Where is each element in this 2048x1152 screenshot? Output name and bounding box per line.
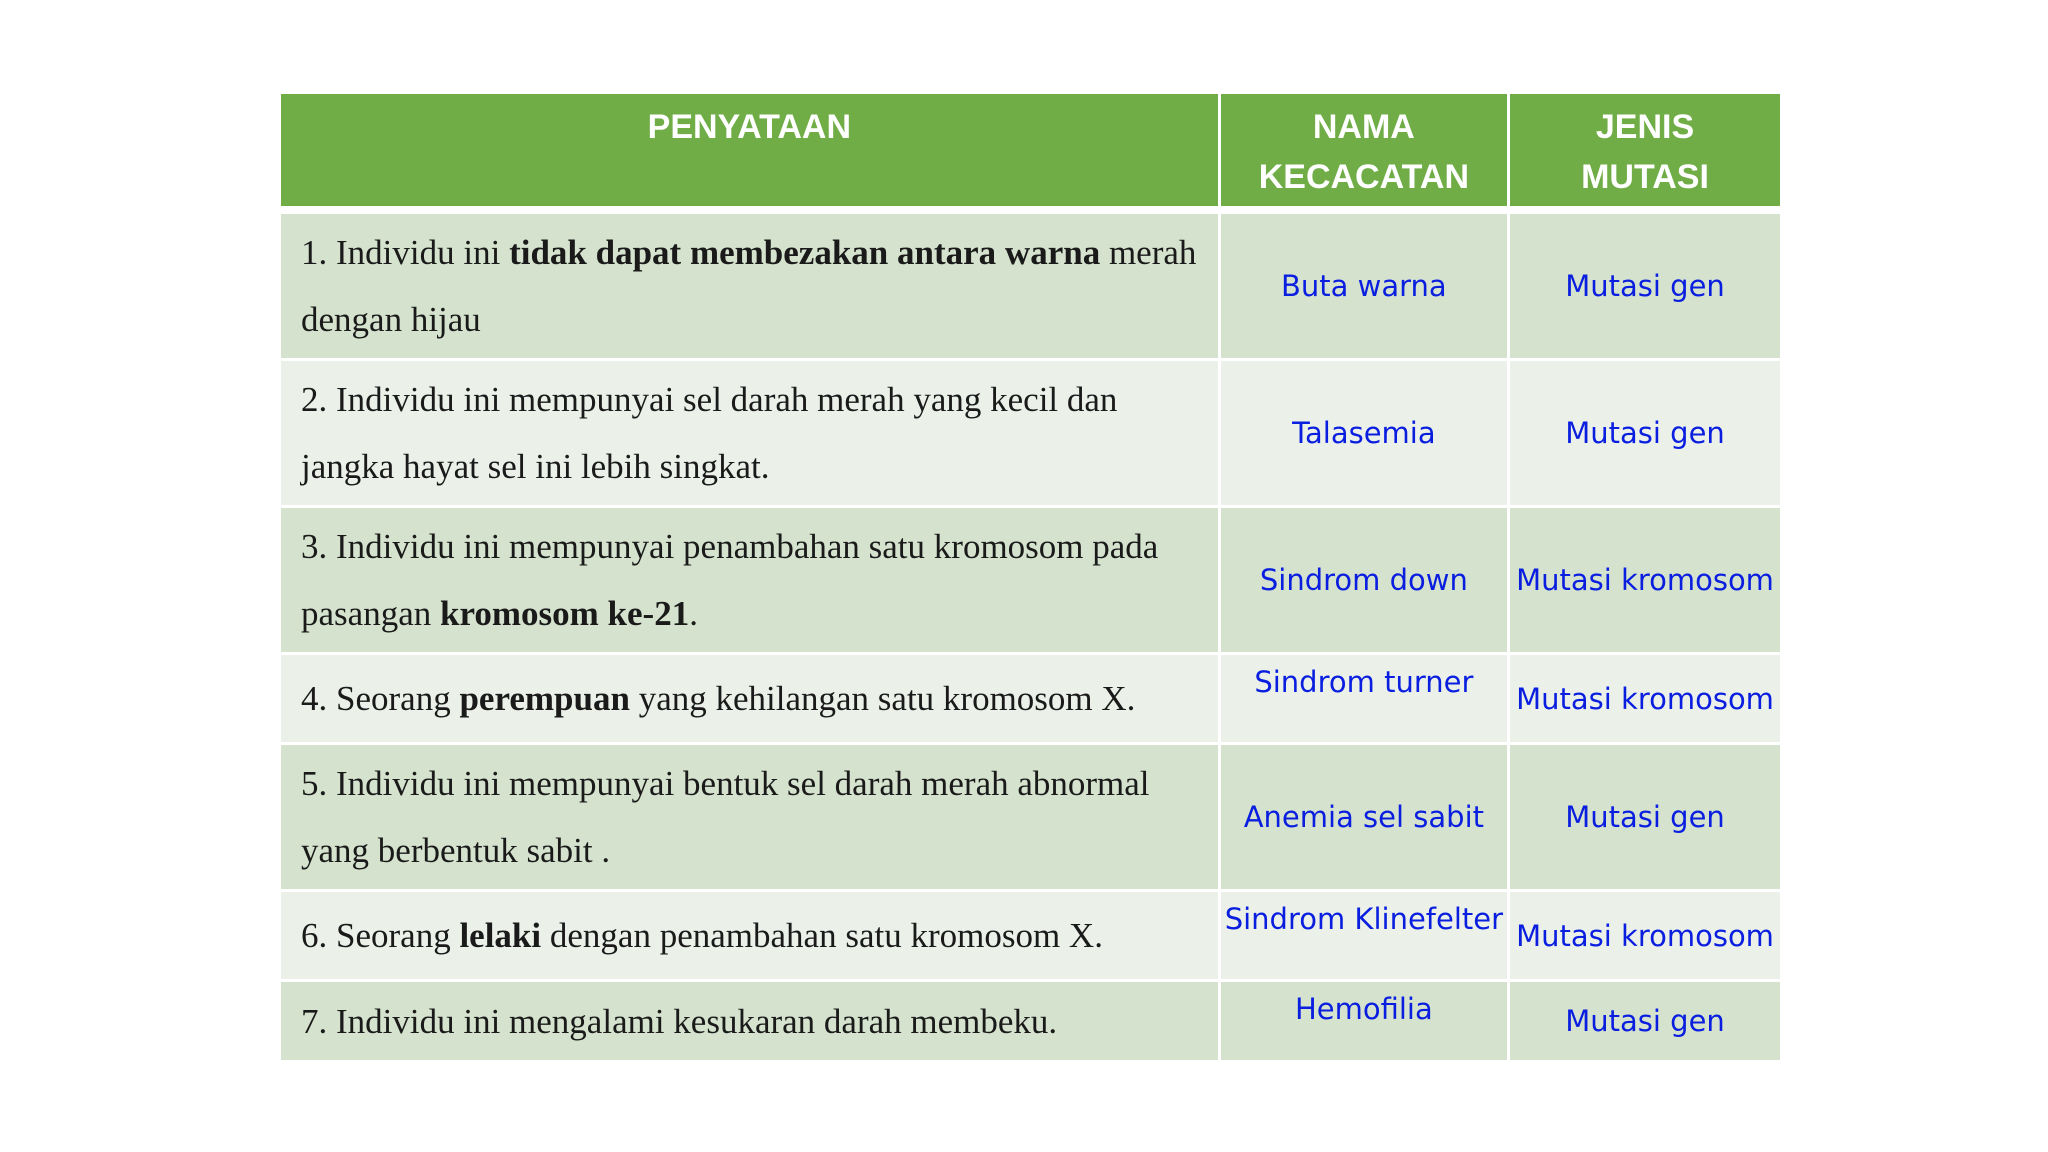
statement-text xyxy=(301,679,1135,718)
disorder-name-cell xyxy=(1221,892,1510,982)
header-jenis-mutasi xyxy=(1510,94,1780,214)
mutation-type-cell xyxy=(1510,214,1780,361)
mutation-type: Mutasi gen xyxy=(1565,269,1725,303)
statement-text xyxy=(301,916,1103,955)
table-row xyxy=(281,361,1780,508)
table-row xyxy=(281,745,1780,892)
statement-text xyxy=(301,764,1150,870)
disorder-name: Buta warna xyxy=(1281,269,1447,303)
header-penyataan xyxy=(281,94,1221,214)
statement-cell xyxy=(281,892,1221,982)
statement-part: 4. Seorang xyxy=(301,679,460,718)
statement-cell xyxy=(281,508,1221,655)
disorder-name: Anemia sel sabit xyxy=(1243,800,1485,834)
statement-text xyxy=(301,527,1158,633)
disorder-name: Sindrom down xyxy=(1259,563,1468,597)
disorder-name-cell xyxy=(1221,982,1510,1063)
mutation-type: Mutasi gen xyxy=(1565,1004,1725,1038)
statement-part: merah dengan hijau xyxy=(301,233,1197,339)
disorder-name: Hemofilia xyxy=(1294,992,1433,1026)
disorder-name-cell xyxy=(1221,655,1510,745)
table-row xyxy=(281,892,1780,982)
mutation-type: Mutasi gen xyxy=(1565,416,1725,450)
mutation-type-cell xyxy=(1510,361,1780,508)
statement-text xyxy=(301,233,1196,339)
table-row xyxy=(281,655,1780,745)
mutation-type-cell xyxy=(1510,508,1780,655)
mutation-type-cell xyxy=(1510,982,1780,1063)
disorder-name-cell xyxy=(1221,745,1510,892)
statement-part: dengan penambahan satu kromosom X. xyxy=(541,916,1103,955)
statement-text xyxy=(301,380,1117,486)
statement-part: 2. Individu ini mempunyai sel darah merah yang kecil dan jangka hayat sel ini lebih singkat. xyxy=(301,380,1118,486)
mutation-type-cell xyxy=(1510,655,1780,745)
statement-part: 5. Individu ini mempunyai bentuk sel darah merah abnormal yang berbentuk sabit . xyxy=(301,764,1150,870)
statement-part: 3. Individu ini mempunyai penambahan satu kromosom pada pasangan xyxy=(301,527,1159,633)
table-row xyxy=(281,214,1780,361)
disorder-name: Talasemia xyxy=(1292,416,1436,450)
disorder-name: Sindrom turner xyxy=(1254,665,1474,699)
disorder-name-cell xyxy=(1221,508,1510,655)
statement-text xyxy=(301,1002,1057,1041)
statement-cell xyxy=(281,655,1221,745)
header-nama-kecacatan xyxy=(1221,94,1510,214)
header-jenis-line1: JENIS xyxy=(1595,108,1695,146)
statement-bold-part: perempuan xyxy=(459,679,630,718)
table-body xyxy=(281,214,1780,1063)
statement-cell xyxy=(281,214,1221,361)
statement-bold-part: lelaki xyxy=(459,916,542,955)
statement-cell xyxy=(281,745,1221,892)
table-row xyxy=(281,982,1780,1063)
header-jenis-line2: MUTASI xyxy=(1581,158,1709,196)
mutation-type-cell xyxy=(1510,892,1780,982)
statement-part: 6. Seorang xyxy=(301,916,460,955)
statement-cell xyxy=(281,982,1221,1063)
mutation-type: Mutasi kromosom xyxy=(1516,563,1774,597)
statement-part: 7. Individu ini mengalami kesukaran darah membeku. xyxy=(301,1001,1058,1041)
header-nama-line2: KECACATAN xyxy=(1258,158,1469,196)
statement-bold-part: kromosom ke-21 xyxy=(439,594,690,633)
header-row xyxy=(281,94,1780,214)
statement-part: yang kehilangan satu kromosom X. xyxy=(629,679,1136,718)
disorder-name-cell xyxy=(1221,214,1510,361)
mutation-type: Mutasi kromosom xyxy=(1516,681,1774,716)
statement-part: 1. Individu ini xyxy=(301,233,510,272)
mutation-type: Mutasi kromosom xyxy=(1516,918,1774,953)
disorder-name-cell xyxy=(1221,361,1510,508)
statement-bold-part: tidak dapat membezakan antara warna xyxy=(509,233,1101,272)
mutation-table xyxy=(281,94,1780,1063)
table-header xyxy=(281,94,1780,214)
header-nama-line1: NAMA xyxy=(1312,108,1415,146)
disorder-name: Sindrom Klinefelter xyxy=(1224,902,1504,936)
table-row xyxy=(281,508,1780,655)
mutation-type: Mutasi gen xyxy=(1565,800,1725,834)
mutation-type-cell xyxy=(1510,745,1780,892)
header-penyataan-label: PENYATAAN xyxy=(647,108,852,146)
statement-part: . xyxy=(689,594,698,633)
statement-cell xyxy=(281,361,1221,508)
